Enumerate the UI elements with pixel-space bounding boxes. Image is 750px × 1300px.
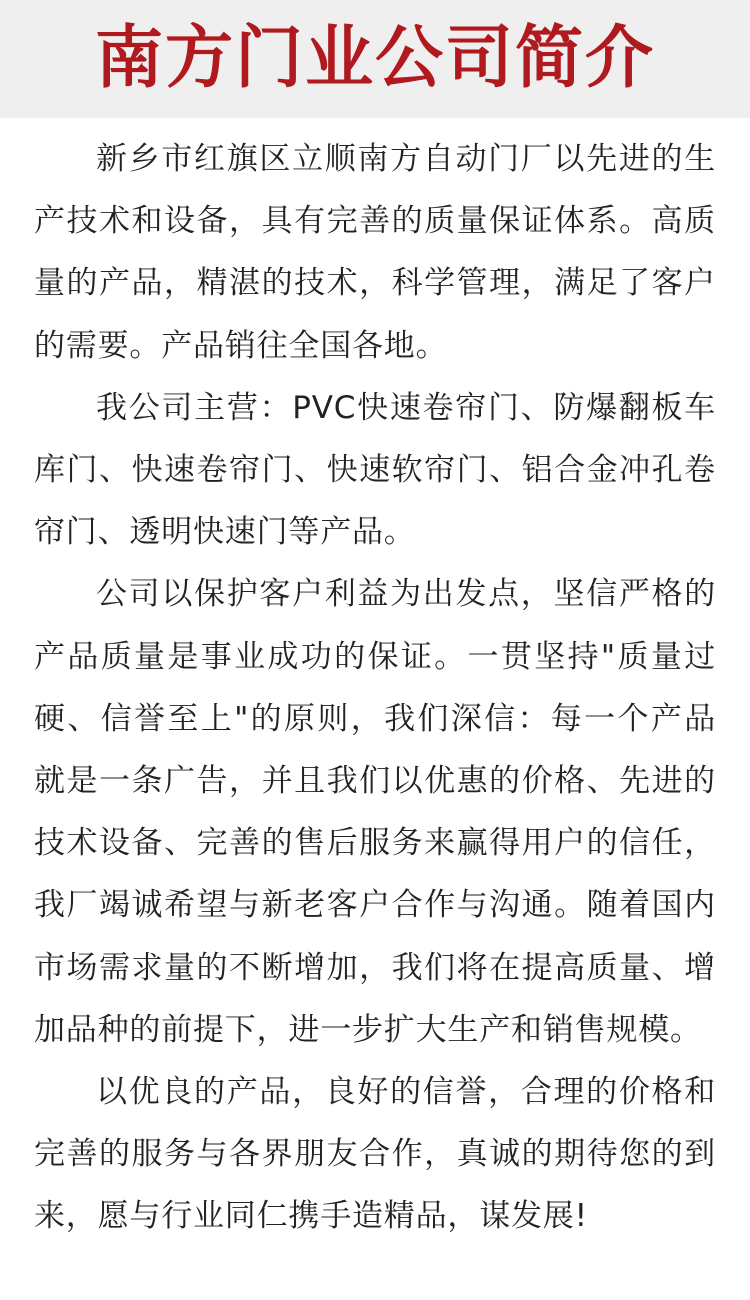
paragraph-quality-principle: 公司以保护客户利益为出发点，坚信严格的产品质量是事业成功的保证。一贯坚持"质量过硬、信誉至上"的原则，我们深信：每一个产品就是一条广告，并且我们以优惠的价格、先进的技术设备、完善的售后服务来赢得用户的信任，我厂竭诚希望与新老客户合作与沟通。随着国内市场需求量的不断增加，我们将在提高质量、增加品种的前提下，进一步扩大生产和销售规模。 bbox=[34, 576, 716, 1048]
paragraph-cooperation: 以优良的产品，良好的信誉，合理的价格和完善的服务与各界朋友合作，真诚的期待您的到来，愿与行业同仁携手造精品，谋发展! bbox=[34, 1074, 716, 1235]
paragraph-company-overview: 新乡市红旗区立顺南方自动门厂以先进的生产技术和设备，具有完善的质量保证体系。高质量的产品，精湛的技术，科学管理，满足了客户的需要。产品销往全国各地。 bbox=[34, 141, 716, 364]
page-title: 南方门业公司简介 bbox=[94, 19, 655, 98]
header-banner bbox=[0, 0, 750, 118]
intro-body bbox=[0, 118, 750, 1248]
paragraph-main-products: 我公司主营：PVC快速卷帘门、防爆翻板车库门、快速卷帘门、快速软帘门、铝合金冲孔卷帘门、透明快速门等产品。 bbox=[34, 389, 716, 551]
